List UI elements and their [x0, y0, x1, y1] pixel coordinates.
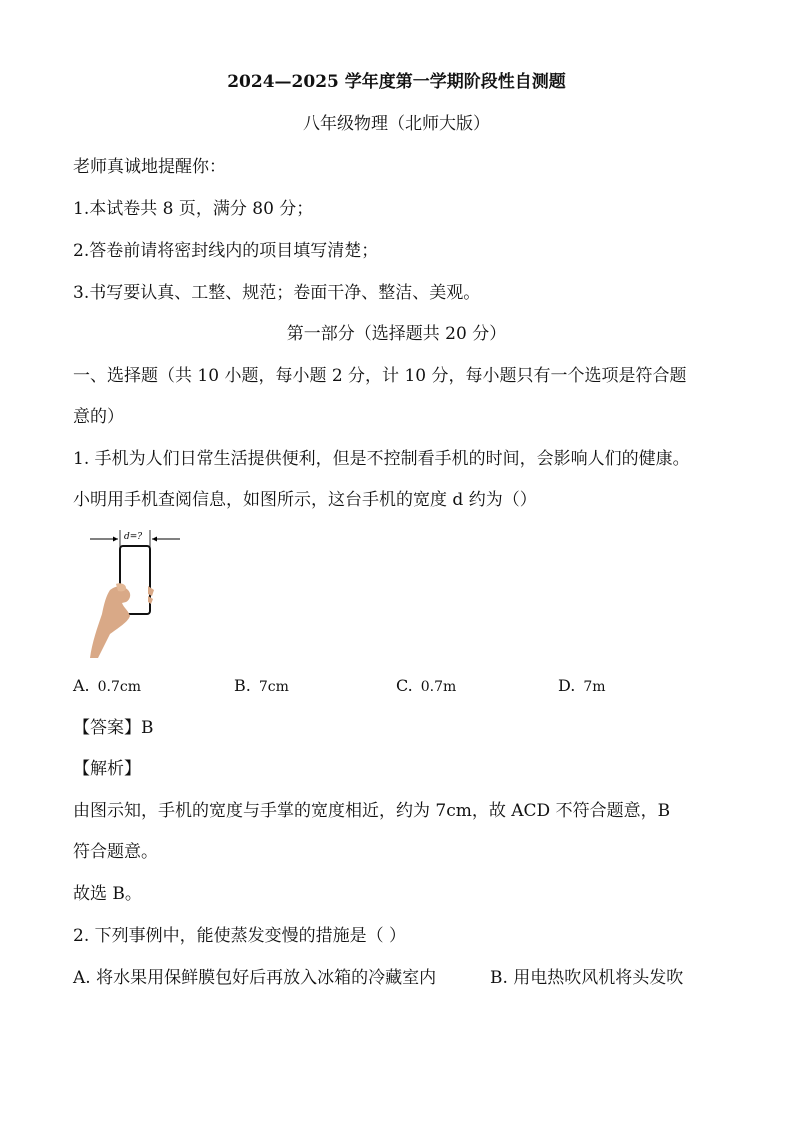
notice-item-2: 2.答卷前请将密封线内的项目填写清楚； — [73, 241, 379, 261]
notice-item-1: 1.本试卷共 8 页，满分 80 分； — [73, 199, 314, 219]
q1-stem-line2: 小明用手机查阅信息，如图所示，这台手机的宽度 d 约为（） — [73, 490, 537, 510]
notice-heading: 老师真诚地提醒你： — [73, 157, 226, 177]
q1-analysis-line1: 由图示知，手机的宽度与手掌的宽度相近，约为 7cm，故 ACD 不符合题意，B — [73, 801, 671, 821]
exam-subtitle: 八年级物理（北师大版） — [303, 114, 490, 134]
option-c-text: 0.7m — [420, 679, 457, 695]
q1-option-d — [558, 674, 606, 699]
option-a-text: 0.7cm — [97, 679, 142, 695]
notice-item-3: 3.书写要认真、工整、规范；卷面干净、整洁、美观。 — [73, 283, 481, 303]
q1-analysis-heading: 【解析】 — [73, 759, 141, 779]
option-b-letter: B. — [234, 676, 251, 695]
section-heading-line1: 一、选择题（共 10 小题，每小题 2 分，计 10 分，每小题只有一个选项是符合题 — [73, 366, 687, 386]
section-heading-line2: 意的） — [73, 407, 124, 427]
q2-option-b: B. 用电热吹风机将头发吹 — [490, 968, 684, 988]
q1-answer: 【答案】B — [73, 718, 154, 738]
option-c-letter: C. — [396, 676, 413, 695]
part-title: 第一部分（选择题共 20 分） — [286, 324, 507, 344]
q2-stem: 2. 下列事例中，能使蒸发变慢的措施是（ ） — [73, 926, 407, 946]
option-b-text: 7cm — [258, 679, 289, 695]
q1-option-c — [396, 674, 456, 699]
option-a-letter: A. — [73, 676, 90, 695]
option-d-text: 7m — [583, 679, 606, 695]
width-label: d=? — [124, 532, 143, 542]
exam-title: 2024—2025 学年度第一学期阶段性自测题 — [227, 72, 566, 92]
hand-phone-illustration — [88, 524, 184, 658]
q1-option-a — [73, 674, 141, 699]
q1-conclusion: 故选 B。 — [73, 884, 142, 904]
q1-option-b — [234, 674, 289, 699]
phone-width-figure — [88, 524, 184, 658]
option-d-letter: D. — [558, 676, 576, 695]
q1-stem-line1: 1. 手机为人们日常生活提供便利，但是不控制看手机的时间，会影响人们的健康。 — [73, 449, 690, 469]
q1-analysis-line2: 符合题意。 — [73, 842, 158, 862]
q2-option-a: A. 将水果用保鲜膜包好后再放入冰箱的冷藏室内 — [73, 968, 437, 988]
